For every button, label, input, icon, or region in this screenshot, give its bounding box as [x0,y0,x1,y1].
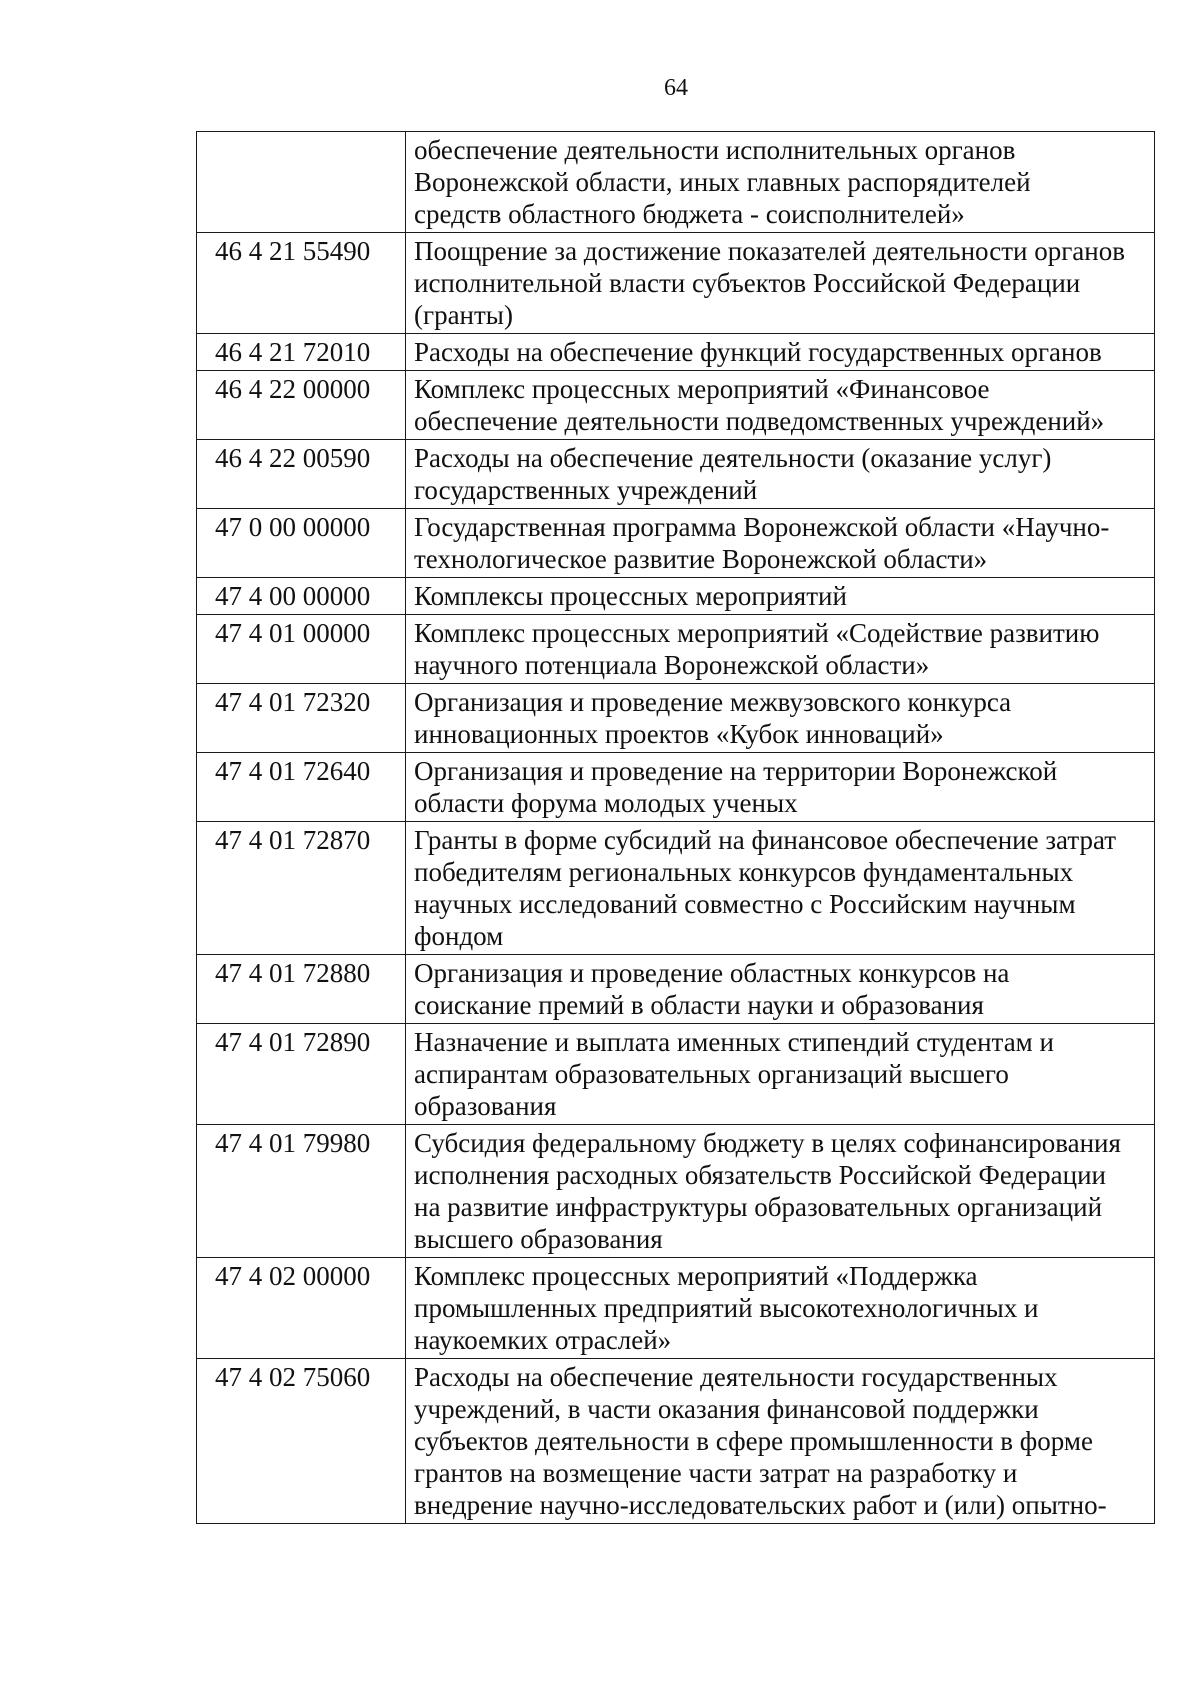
code-cell: 47 4 01 79980 [197,1125,406,1258]
description-line: аспирантам образовательных организаций высшего [414,1059,1009,1089]
code-cell: 46 4 22 00000 [197,371,406,440]
code-cell: 47 4 01 72320 [197,684,406,753]
table-row [197,822,1155,955]
code-cell: 46 4 21 55490 [197,233,406,334]
description-cell [406,578,1155,615]
code-cell: 47 4 01 72890 [197,1024,406,1125]
table-row [197,132,1155,233]
table-row [197,1024,1155,1125]
table-row [197,615,1155,684]
table-row [197,440,1155,509]
description-line: победителям региональных конкурсов фундаментальных [414,857,1074,887]
description-line: технологическое развитие Воронежской области» [414,544,988,574]
description-line: Комплексы процессных мероприятий [414,581,847,611]
description-line: Комплекс процессных мероприятий «Финансовое [414,374,990,404]
table-row [197,578,1155,615]
table-row [197,955,1155,1024]
description-line: Расходы на обеспечение деятельности государственных [414,1362,1058,1392]
budget-classification-table [196,131,1155,1524]
description-line: (гранты) [414,300,513,330]
description-cell [406,955,1155,1024]
description-cell [406,1125,1155,1258]
code-cell: 47 0 00 00000 [197,509,406,578]
description-line: на развитие инфраструктуры образовательных организаций [414,1192,1103,1222]
description-line: государственных учреждений [414,475,758,505]
table-row [197,1125,1155,1258]
description-line: Воронежской области, иных главных распорядителей [414,167,1031,197]
description-line: научного потенциала Воронежской области» [414,650,930,680]
code-cell: 47 4 00 00000 [197,578,406,615]
description-line: Субсидия федеральному бюджету в целях софинансирования [414,1128,1121,1158]
code-cell: 47 4 02 75060 [197,1359,406,1524]
code-cell: 46 4 21 72010 [197,334,406,371]
code-cell: 47 4 01 72880 [197,955,406,1024]
code-cell: 46 4 22 00590 [197,440,406,509]
description-line: соискание премий в области науки и образования [414,990,984,1020]
description-cell [406,1359,1155,1524]
table-row [197,1258,1155,1359]
description-line: Поощрение за достижение показателей деятельности органов [414,236,1125,266]
description-cell [406,509,1155,578]
table-row [197,371,1155,440]
description-line: внедрение научно-исследовательских работ и (или) опытно- [414,1490,1107,1520]
description-line: промышленных предприятий высокотехнологичных и [414,1293,1039,1323]
code-cell: 47 4 01 72640 [197,753,406,822]
code-cell: 47 4 01 72870 [197,822,406,955]
description-line: Комплекс процессных мероприятий «Поддержка [414,1261,978,1291]
table-row [197,334,1155,371]
description-line: субъектов деятельности в сфере промышленности в форме [414,1426,1093,1456]
description-cell [406,1258,1155,1359]
description-cell [406,684,1155,753]
description-line: Назначение и выплата именных стипендий студентам и [414,1027,1054,1057]
description-cell [406,371,1155,440]
description-cell [406,132,1155,233]
description-line: образования [414,1091,557,1121]
code-cell: 47 4 01 00000 [197,615,406,684]
table-row [197,1359,1155,1524]
description-line: средств областного бюджета - соисполнителей» [414,199,965,229]
description-cell [406,334,1155,371]
table-row [197,509,1155,578]
code-cell [197,132,406,233]
description-cell [406,615,1155,684]
description-cell [406,440,1155,509]
description-line: Расходы на обеспечение функций государственных органов [414,337,1102,367]
description-line: Комплекс процессных мероприятий «Содействие развитию [414,618,1100,648]
description-line: фондом [414,921,504,951]
description-cell [406,233,1155,334]
description-line: научных исследований совместно с Российским научным [414,889,1076,919]
description-cell [406,753,1155,822]
description-line: исполнительной власти субъектов Российской Федерации [414,268,1081,298]
description-line: Гранты в форме субсидий на финансовое обеспечение затрат [414,825,1117,855]
description-line: инновационных проектов «Кубок инноваций» [414,719,944,749]
description-line: обеспечение деятельности исполнительных органов [414,135,1016,165]
table-body [197,132,1155,1524]
description-line: области форума молодых ученых [414,788,798,818]
page-number: 64 [664,75,688,101]
description-line: исполнения расходных обязательств Российской Федерации [414,1160,1106,1190]
table-row [197,233,1155,334]
description-line: Организация и проведение областных конкурсов на [414,958,1010,988]
description-line: грантов на возмещение части затрат на разработку и [414,1458,1018,1488]
description-line: наукоемких отраслей» [414,1325,672,1355]
description-line: учреждений, в части оказания финансовой поддержки [414,1394,1039,1424]
description-line: Расходы на обеспечение деятельности (оказание услуг) [414,443,1052,473]
description-line: Организация и проведение на территории Воронежской [414,756,1058,786]
description-cell [406,1024,1155,1125]
description-line: Организация и проведение межвузовского конкурса [414,687,1012,717]
table-row [197,753,1155,822]
table-row [197,684,1155,753]
description-line: обеспечение деятельности подведомственных учреждений» [414,406,1105,436]
description-cell [406,822,1155,955]
description-line: высшего образования [414,1224,663,1254]
description-line: Государственная программа Воронежской области «Научно- [414,512,1110,542]
code-cell: 47 4 02 00000 [197,1258,406,1359]
